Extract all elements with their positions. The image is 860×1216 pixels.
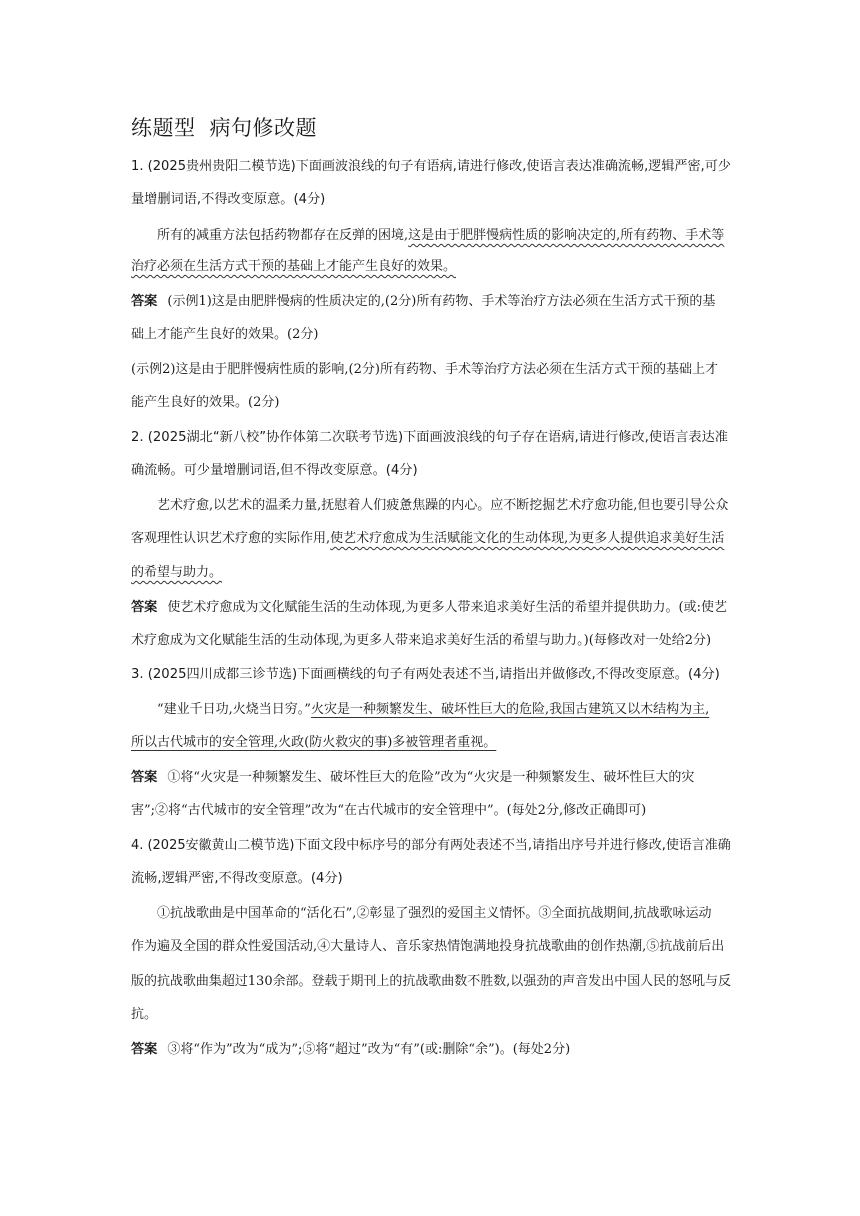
answer-label: 答案 [131,1042,158,1057]
q4-passage-line-2: 作为遍及全国的群众性爱国活动,④大量诗人、音乐家热情饱满地投身抗战歌曲的创作热潮,⑤抗战前后出 [131,939,725,954]
answer-label: 答案 [131,770,158,785]
q2-stem-line-2: 确流畅。可少量增删词语,但不得改变原意。(4分) [131,463,418,478]
q4-passage-line-3: 版的抗战歌曲集超过130余部。登载于期刊上的抗战歌曲数不胜数,以强劲的声音发出中国人民的怒吼与反 [131,974,731,989]
answer-label: 答案 [131,294,158,309]
q1-stem-line-2: 量增删词语,不得改变原意。(4分) [131,192,326,207]
page-title [131,112,317,142]
q2-passage-line-2 [131,529,724,549]
q2-passage-line-3 [131,563,222,583]
q3-stem-line-1: 3. (2025四川成都三诊节选)下面画横线的句子有两处表述不当,请指出并做修改,不得改变原意。(4分) [131,667,720,682]
q3-passage-line-2 [131,733,496,753]
q2-answer-line-1: 答案 使艺术疗愈成为文化赋能生活的生动体现,为更多人带来追求美好生活的希望并提供助力。(或:使艺 [131,600,727,615]
q3-passage-underline-2: 所以古代城市的安全管理,火政(防火救灾的事)多被管理者重视。 [131,735,497,750]
q4-answer-line-1: 答案 ③将“作为”改为“成为”;⑤将“超过”改为“有”(或:删除“余”)。(每处2分) [131,1042,571,1057]
q4-passage-line-1: ①抗战歌曲是中国革命的“活化石”,②彰显了强烈的爱国主义情怀。③全面抗战期间,抗战歌咏运动 [157,906,712,921]
q1-answer-line-4: 能产生良好的效果。(2分) [131,395,280,410]
q2-passage-wavy-1: 使艺术疗愈成为生活赋能文化的生动体现,为更多人提供追求美好生活 [330,531,725,546]
q3-answer-line-1: 答案 ①将“火灾是一种频繁发生、破坏性巨大的危险”改为“火灾是一种频繁发生、破坏性巨大的灾 [131,770,695,785]
q1-answer-line-1: 答案 (示例1)这是由肥胖慢病的性质决定的,(2分)所有药物、手术等治疗方法必须在生活方式干预的基 [131,294,716,309]
q1-passage-wavy-1: 这是由于肥胖慢病性质的影响决定的,所有药物、手术等 [408,228,725,243]
q2-passage-line-1: 艺术疗愈,以艺术的温柔力量,抚慰着人们疲惫焦躁的内心。应不断挖掘艺术疗愈功能,但也要引导公众 [157,498,729,513]
q1-stem-line-1: 1. (2025贵州贵阳二模节选)下面画波浪线的句子有语病,请进行修改,使语言表达准确流畅,逻辑严密,可少 [131,159,731,174]
q2-answer-line-2: 术疗愈成为文化赋能生活的生动体现,为更多人带来追求美好生活的希望与助力。)(每修改对一处给2分) [131,633,712,648]
answer-label: 答案 [131,600,158,615]
q3-passage-underline-1: 火灾是一种频繁发生、破坏性巨大的危险,我国古建筑又以木结构为主, [310,702,710,717]
q2-passage-plain: 客观理性认识艺术疗愈的实际作用, [131,531,331,546]
q3-answer-line-2: 害”;②将“古代城市的安全管理”改为“在古代城市的安全管理中”。(每处2分,修改正确即可) [131,803,647,818]
q1-passage-wavy-2: 治疗必须在生活方式干预的基础上才能产生良好的效果。 [131,259,457,274]
title-main: 练题型 [131,116,196,140]
q4-stem-line-1: 4. (2025安徽黄山二模节选)下面文段中标序号的部分有两处表述不当,请指出序号并进行修改,使语言准确 [131,838,731,853]
q1-answer-line-3: (示例2)这是由于肥胖慢病性质的影响,(2分)所有药物、手术等治疗方法必须在生活方式干预的基础上才 [131,362,718,377]
q1-passage-line-2 [131,257,456,277]
q4-stem-line-2: 流畅,逻辑严密,不得改变原意。(4分) [131,871,343,886]
q1-passage-plain: 所有的减重方法包括药物都存在反弹的困境, [157,228,409,243]
q3-passage-plain: “建业千日功,火烧当日穷。” [157,702,311,717]
q1-passage-line-1 [157,226,724,246]
title-sub: 病句修改题 [209,116,317,140]
q3-passage-line-1 [157,700,709,720]
q2-stem-line-1: 2. (2025湖北“新八校”协作体第二次联考节选)下面画波浪线的句子存在语病,请进行修改,使语言表达准 [131,430,728,445]
q4-passage-line-4: 抗。 [131,1007,158,1022]
q2-passage-wavy-2: 的希望与助力。 [131,565,223,580]
q1-answer-line-2: 础上才能产生良好的效果。(2分) [131,327,319,342]
